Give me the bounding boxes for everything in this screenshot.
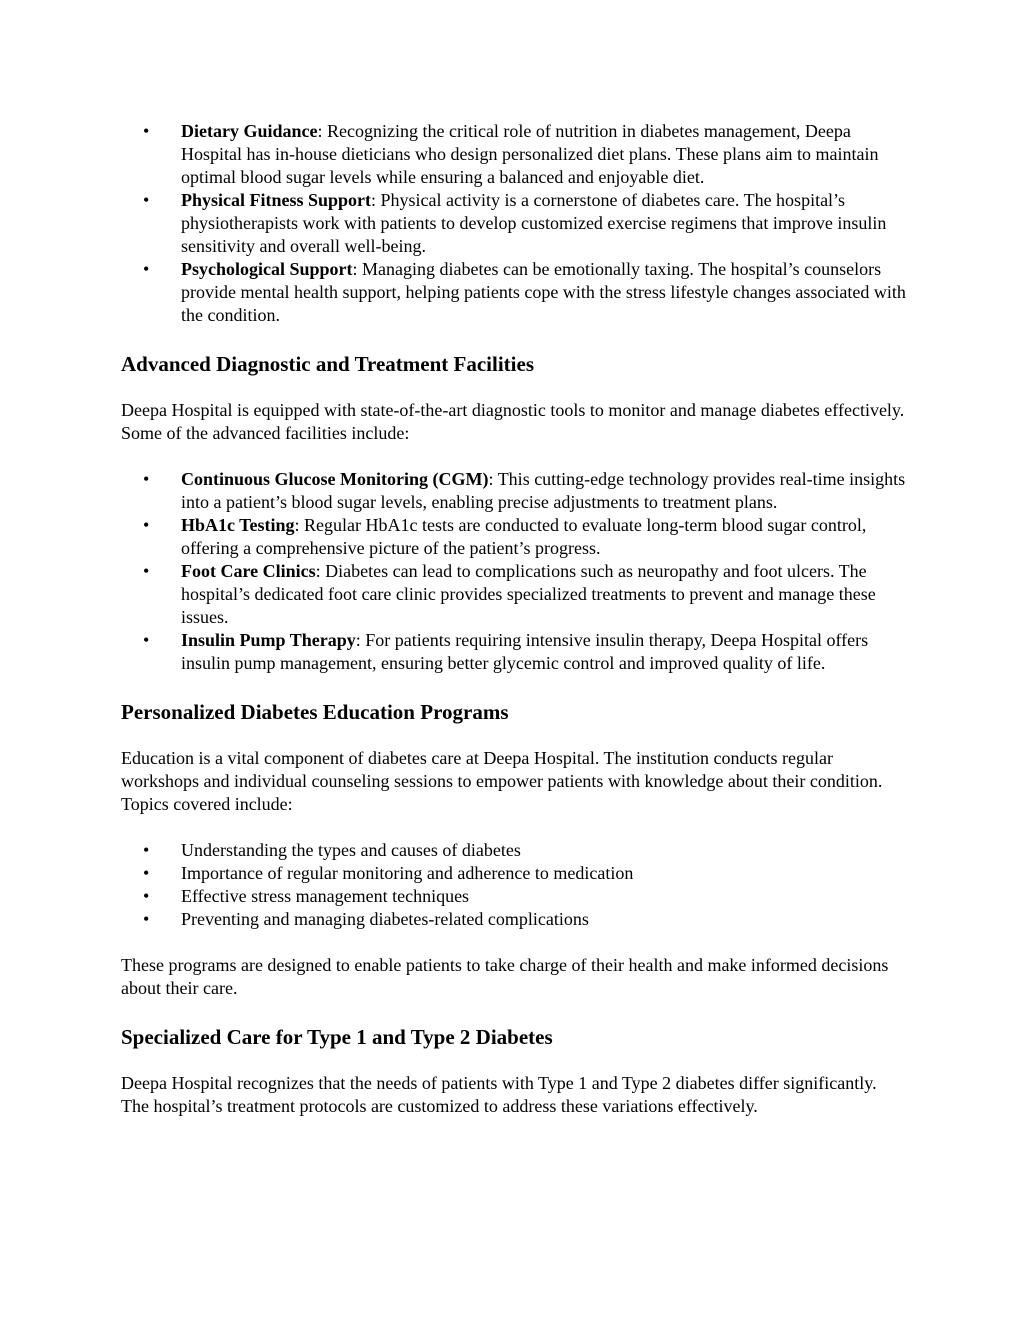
bullet-icon: • <box>143 561 150 581</box>
list-item <box>121 189 906 258</box>
facilities-list <box>121 468 906 675</box>
item-text: : Physical activity is a cornerstone of diabetes care. The hospital’s physiotherapists work with patients to develop customized exercise regimens that improve insulin sensitivity and overall well-being. <box>181 190 887 256</box>
item-text: Understanding the types and causes of diabetes <box>181 840 521 860</box>
item-text: : This cutting-edge technology provides real-time insights into a patient’s blood sugar levels, enabling precise adjustments to treatment plans. <box>181 469 906 512</box>
section-closing-education: These programs are designed to enable patients to take charge of their health and make informed decisions about their care. <box>121 955 889 998</box>
list-item <box>121 514 906 560</box>
section-intro-education: Education is a vital component of diabetes care at Deepa Hospital. The institution conducts regular workshops and individual counseling sessions to empower patients with knowledge about their condition. Topics covered include: <box>121 748 883 814</box>
item-title: Insulin Pump Therapy <box>181 630 356 650</box>
item-title: Physical Fitness Support <box>181 190 372 210</box>
support-services-list <box>121 120 906 327</box>
item-text: : Regular HbA1c tests are conducted to evaluate long-term blood sugar control, offering a comprehensive picture of the patient’s progress. <box>181 515 867 558</box>
bullet-icon: • <box>143 840 150 860</box>
item-title: HbA1c Testing <box>181 515 295 535</box>
item-title: Continuous Glucose Monitoring (CGM) <box>181 469 489 489</box>
bullet-icon: • <box>143 886 150 906</box>
list-item <box>121 885 906 908</box>
list-item <box>121 258 906 327</box>
list-item <box>121 560 906 629</box>
list-item <box>121 839 906 862</box>
list-item <box>121 862 906 885</box>
bullet-icon: • <box>143 190 150 210</box>
section-intro-diagnostic: Deepa Hospital is equipped with state-of-the-art diagnostic tools to monitor and manage diabetes effectively. Some of the advanced facilities include: <box>121 400 905 443</box>
item-text: Preventing and managing diabetes-related complications <box>181 909 589 929</box>
bullet-icon: • <box>143 259 150 279</box>
item-text: Importance of regular monitoring and adherence to medication <box>181 863 634 883</box>
section-heading-specialized: Specialized Care for Type 1 and Type 2 Diabetes <box>121 1025 553 1049</box>
list-item <box>121 629 906 675</box>
item-title: Dietary Guidance <box>181 121 318 141</box>
list-item <box>121 908 906 931</box>
item-text: : Recognizing the critical role of nutrition in diabetes management, Deepa Hospital has in-house dieticians who design personalized diet plans. These plans aim to maintain optimal blood sugar levels while ensuring a balanced and enjoyable diet. <box>181 121 879 187</box>
bullet-icon: • <box>143 630 150 650</box>
bullet-icon: • <box>143 909 150 929</box>
item-text: : Diabetes can lead to complications such as neuropathy and foot ulcers. The hospital’s dedicated foot care clinic provides specialized treatments to prevent and manage these issues. <box>181 561 876 627</box>
bullet-icon: • <box>143 515 150 535</box>
section-heading-diagnostic: Advanced Diagnostic and Treatment Facilities <box>121 352 534 376</box>
list-item <box>121 468 906 514</box>
item-text: Effective stress management techniques <box>181 886 470 906</box>
section-heading-education: Personalized Diabetes Education Programs <box>121 700 509 724</box>
list-item <box>121 120 906 189</box>
section-intro-specialized: Deepa Hospital recognizes that the needs of patients with Type 1 and Type 2 diabetes differ significantly. The hospital’s treatment protocols are customized to address these variations effectively. <box>121 1073 877 1116</box>
bullet-icon: • <box>143 863 150 883</box>
bullet-icon: • <box>143 121 150 141</box>
item-text: : Managing diabetes can be emotionally taxing. The hospital’s counselors provide mental health support, helping patients cope with the stress lifestyle changes associated with the condition. <box>181 259 906 325</box>
bullet-icon: • <box>143 469 150 489</box>
item-text: : For patients requiring intensive insulin therapy, Deepa Hospital offers insulin pump management, ensuring better glycemic control and improved quality of life. <box>181 630 869 673</box>
document-content <box>121 120 906 1118</box>
item-title: Foot Care Clinics <box>181 561 316 581</box>
topics-list <box>121 839 906 931</box>
item-title: Psychological Support <box>181 259 353 279</box>
